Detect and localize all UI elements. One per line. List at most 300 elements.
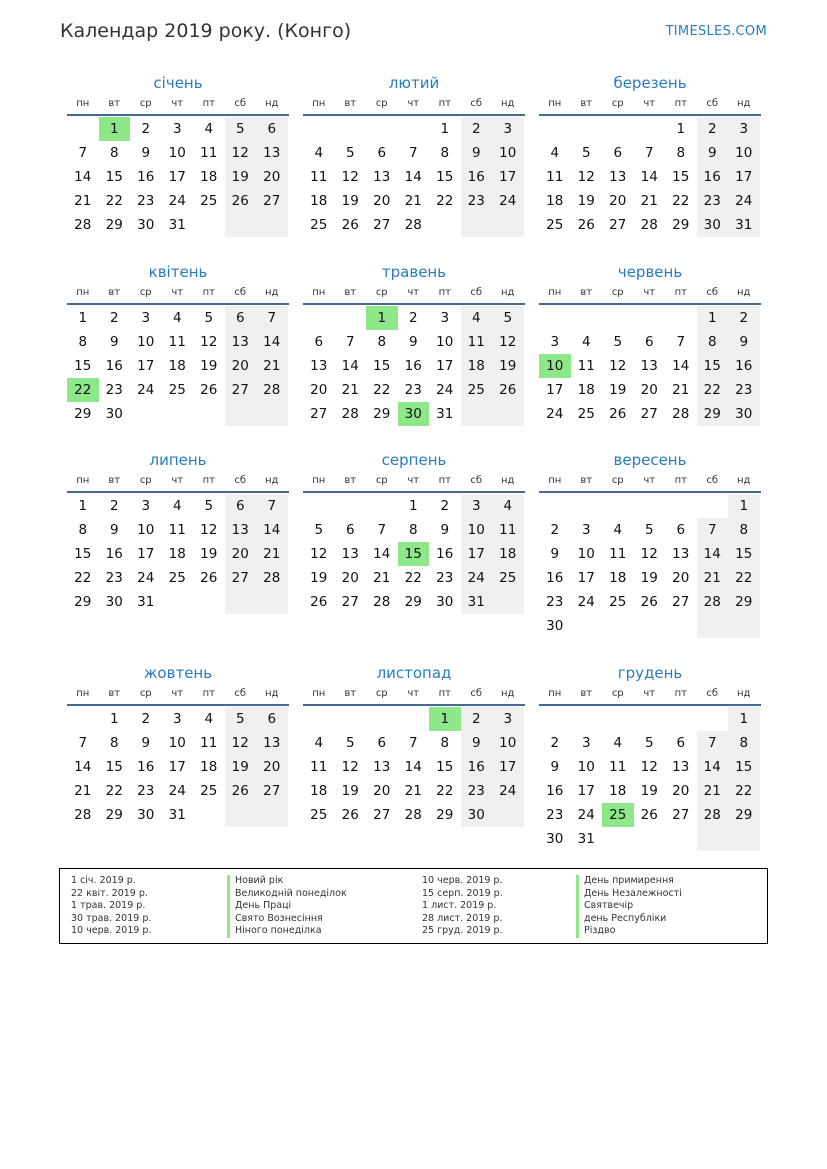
day-cell[interactable]: 2 — [440, 498, 450, 514]
day-cell[interactable]: 29 — [404, 594, 422, 610]
day-cell[interactable]: 18 — [461, 354, 493, 378]
day-cell[interactable]: 31 — [436, 406, 454, 422]
day-cell[interactable]: 13 — [373, 759, 391, 775]
day-cell[interactable]: 6 — [377, 145, 387, 161]
day-cell[interactable]: 23 — [546, 594, 564, 610]
day-cell[interactable]: 19 — [577, 193, 595, 209]
day-cell[interactable]: 16 — [137, 169, 155, 185]
day-cell[interactable]: 29 — [697, 402, 729, 426]
day-cell[interactable]: 25 — [602, 803, 634, 827]
day-cell[interactable]: 4 — [550, 145, 560, 161]
day-cell[interactable]: 9 — [141, 735, 151, 751]
day-cell[interactable]: 6 — [314, 334, 324, 350]
day-cell[interactable]: 28 — [697, 803, 729, 827]
day-cell[interactable]: 24 — [492, 779, 524, 803]
day-cell[interactable]: 21 — [697, 779, 729, 803]
day-cell[interactable]: 21 — [256, 354, 288, 378]
day-cell[interactable]: 16 — [436, 546, 454, 562]
day-cell[interactable]: 3 — [581, 735, 591, 751]
day-cell[interactable]: 5 — [314, 522, 324, 538]
day-cell[interactable]: 14 — [672, 358, 690, 374]
day-cell[interactable]: 10 — [492, 141, 524, 165]
day-cell[interactable]: 19 — [310, 570, 328, 586]
day-cell[interactable]: 12 — [341, 169, 359, 185]
day-cell[interactable]: 14 — [640, 169, 658, 185]
day-cell[interactable]: 28 — [74, 807, 92, 823]
day-cell[interactable]: 30 — [137, 807, 155, 823]
day-cell[interactable]: 4 — [461, 306, 493, 330]
day-cell[interactable]: 2 — [550, 522, 560, 538]
day-cell[interactable]: 31 — [168, 217, 186, 233]
day-cell[interactable]: 26 — [225, 189, 257, 213]
day-cell[interactable]: 30 — [546, 831, 564, 847]
day-cell[interactable]: 28 — [74, 217, 92, 233]
day-cell[interactable]: 24 — [492, 189, 524, 213]
day-cell[interactable]: 18 — [492, 542, 524, 566]
day-cell[interactable]: 25 — [577, 406, 595, 422]
day-cell[interactable]: 27 — [672, 807, 690, 823]
day-cell[interactable]: 8 — [78, 334, 88, 350]
day-cell[interactable]: 22 — [105, 783, 123, 799]
day-cell[interactable]: 24 — [577, 807, 595, 823]
day-cell[interactable]: 21 — [697, 566, 729, 590]
day-cell[interactable]: 17 — [168, 169, 186, 185]
day-cell[interactable]: 6 — [256, 117, 288, 141]
day-cell[interactable]: 26 — [640, 594, 658, 610]
day-cell[interactable]: 23 — [461, 189, 493, 213]
day-cell[interactable]: 12 — [200, 522, 218, 538]
day-cell[interactable]: 24 — [137, 570, 155, 586]
day-cell[interactable]: 28 — [404, 807, 422, 823]
day-cell[interactable]: 11 — [546, 169, 564, 185]
day-cell[interactable]: 28 — [640, 217, 658, 233]
day-cell[interactable]: 22 — [74, 570, 92, 586]
day-cell[interactable]: 7 — [256, 306, 288, 330]
day-cell[interactable]: 18 — [609, 783, 627, 799]
day-cell[interactable]: 3 — [172, 121, 182, 137]
day-cell[interactable]: 14 — [74, 759, 92, 775]
day-cell[interactable]: 11 — [310, 759, 328, 775]
day-cell[interactable]: 8 — [109, 145, 119, 161]
day-cell[interactable]: 10 — [436, 334, 454, 350]
day-cell[interactable]: 16 — [105, 546, 123, 562]
day-cell[interactable]: 26 — [341, 807, 359, 823]
day-cell[interactable]: 2 — [141, 121, 151, 137]
day-cell[interactable]: 22 — [404, 570, 422, 586]
day-cell[interactable]: 28 — [672, 406, 690, 422]
day-cell[interactable]: 17 — [168, 759, 186, 775]
day-cell[interactable]: 23 — [137, 193, 155, 209]
day-cell[interactable]: 2 — [141, 711, 151, 727]
day-cell[interactable]: 6 — [676, 735, 686, 751]
day-cell[interactable]: 14 — [373, 546, 391, 562]
day-cell[interactable]: 29 — [105, 217, 123, 233]
day-cell[interactable]: 9 — [728, 330, 760, 354]
day-cell[interactable]: 6 — [377, 735, 387, 751]
day-cell[interactable]: 23 — [105, 382, 123, 398]
day-cell[interactable]: 13 — [256, 141, 288, 165]
day-cell[interactable]: 1 — [78, 310, 88, 326]
day-cell[interactable]: 26 — [341, 217, 359, 233]
day-cell[interactable]: 22 — [672, 193, 690, 209]
day-cell[interactable]: 19 — [640, 570, 658, 586]
day-cell[interactable]: 14 — [404, 169, 422, 185]
day-cell[interactable]: 13 — [672, 759, 690, 775]
day-cell[interactable]: 1 — [109, 711, 119, 727]
day-cell[interactable]: 13 — [672, 546, 690, 562]
day-cell[interactable]: 29 — [728, 803, 760, 827]
day-cell[interactable]: 25 — [461, 378, 493, 402]
day-cell[interactable]: 29 — [728, 590, 760, 614]
day-cell[interactable]: 11 — [609, 546, 627, 562]
day-cell[interactable]: 28 — [256, 378, 288, 402]
day-cell[interactable]: 19 — [609, 382, 627, 398]
day-cell[interactable]: 24 — [168, 783, 186, 799]
day-cell[interactable]: 8 — [109, 735, 119, 751]
day-cell[interactable]: 6 — [225, 306, 257, 330]
day-cell[interactable]: 6 — [225, 494, 257, 518]
day-cell[interactable]: 30 — [728, 402, 760, 426]
day-cell[interactable]: 21 — [672, 382, 690, 398]
day-cell[interactable]: 27 — [225, 378, 257, 402]
day-cell[interactable]: 12 — [341, 759, 359, 775]
day-cell[interactable]: 16 — [546, 570, 564, 586]
day-cell[interactable]: 24 — [168, 193, 186, 209]
day-cell[interactable]: 27 — [640, 406, 658, 422]
day-cell[interactable]: 15 — [728, 755, 760, 779]
day-cell[interactable]: 15 — [74, 358, 92, 374]
day-cell[interactable]: 10 — [492, 731, 524, 755]
day-cell[interactable]: 3 — [728, 117, 760, 141]
day-cell[interactable]: 8 — [728, 518, 760, 542]
day-cell[interactable]: 7 — [697, 518, 729, 542]
day-cell[interactable]: 14 — [341, 358, 359, 374]
day-cell[interactable]: 17 — [577, 783, 595, 799]
day-cell[interactable]: 18 — [168, 358, 186, 374]
day-cell[interactable]: 27 — [341, 594, 359, 610]
day-cell[interactable]: 9 — [109, 334, 119, 350]
day-cell[interactable]: 16 — [461, 165, 493, 189]
day-cell[interactable]: 26 — [310, 594, 328, 610]
day-cell[interactable]: 22 — [373, 382, 391, 398]
day-cell[interactable]: 28 — [697, 590, 729, 614]
day-cell[interactable]: 9 — [141, 145, 151, 161]
day-cell[interactable]: 27 — [373, 217, 391, 233]
day-cell[interactable]: 28 — [256, 566, 288, 590]
day-cell[interactable]: 3 — [141, 310, 151, 326]
day-cell[interactable]: 15 — [697, 354, 729, 378]
day-cell[interactable]: 17 — [492, 755, 524, 779]
day-cell[interactable]: 15 — [436, 169, 454, 185]
day-cell[interactable]: 13 — [310, 358, 328, 374]
day-cell[interactable]: 27 — [256, 779, 288, 803]
day-cell[interactable]: 30 — [461, 803, 493, 827]
day-cell[interactable]: 30 — [398, 402, 430, 426]
day-cell[interactable]: 18 — [310, 193, 328, 209]
day-cell[interactable]: 4 — [492, 494, 524, 518]
day-cell[interactable]: 23 — [105, 570, 123, 586]
day-cell[interactable]: 7 — [697, 731, 729, 755]
day-cell[interactable]: 23 — [404, 382, 422, 398]
day-cell[interactable]: 20 — [310, 382, 328, 398]
day-cell[interactable]: 11 — [577, 358, 595, 374]
day-cell[interactable]: 7 — [408, 735, 418, 751]
day-cell[interactable]: 8 — [408, 522, 418, 538]
day-cell[interactable]: 5 — [581, 145, 591, 161]
day-cell[interactable]: 4 — [314, 735, 324, 751]
day-cell[interactable]: 1 — [728, 707, 760, 731]
day-cell[interactable]: 29 — [436, 807, 454, 823]
day-cell[interactable]: 19 — [492, 354, 524, 378]
day-cell[interactable]: 13 — [341, 546, 359, 562]
day-cell[interactable]: 16 — [728, 354, 760, 378]
day-cell[interactable]: 8 — [728, 731, 760, 755]
day-cell[interactable]: 25 — [609, 594, 627, 610]
day-cell[interactable]: 13 — [225, 330, 257, 354]
day-cell[interactable]: 14 — [697, 542, 729, 566]
day-cell[interactable]: 22 — [67, 378, 99, 402]
day-cell[interactable]: 16 — [546, 783, 564, 799]
day-cell[interactable]: 1 — [408, 498, 418, 514]
day-cell[interactable]: 29 — [74, 594, 92, 610]
day-cell[interactable]: 26 — [640, 807, 658, 823]
day-cell[interactable]: 27 — [672, 594, 690, 610]
day-cell[interactable]: 3 — [141, 498, 151, 514]
day-cell[interactable]: 7 — [644, 145, 654, 161]
day-cell[interactable]: 28 — [341, 406, 359, 422]
day-cell[interactable]: 19 — [640, 783, 658, 799]
day-cell[interactable]: 7 — [78, 735, 88, 751]
day-cell[interactable]: 2 — [697, 117, 729, 141]
site-logo[interactable]: TIMESLES.COM — [665, 24, 767, 39]
day-cell[interactable]: 7 — [256, 494, 288, 518]
day-cell[interactable]: 30 — [546, 618, 564, 634]
day-cell[interactable]: 18 — [609, 570, 627, 586]
day-cell[interactable]: 27 — [373, 807, 391, 823]
day-cell[interactable]: 7 — [377, 522, 387, 538]
day-cell[interactable]: 18 — [200, 759, 218, 775]
day-cell[interactable]: 3 — [172, 711, 182, 727]
day-cell[interactable]: 8 — [78, 522, 88, 538]
day-cell[interactable]: 5 — [345, 735, 355, 751]
day-cell[interactable]: 11 — [609, 759, 627, 775]
day-cell[interactable]: 1 — [676, 121, 686, 137]
day-cell[interactable]: 4 — [204, 121, 214, 137]
day-cell[interactable]: 18 — [168, 546, 186, 562]
day-cell[interactable]: 14 — [404, 759, 422, 775]
day-cell[interactable]: 26 — [225, 779, 257, 803]
day-cell[interactable]: 27 — [256, 189, 288, 213]
day-cell[interactable]: 12 — [225, 141, 257, 165]
day-cell[interactable]: 11 — [310, 169, 328, 185]
day-cell[interactable]: 5 — [644, 522, 654, 538]
day-cell[interactable]: 21 — [341, 382, 359, 398]
day-cell[interactable]: 24 — [577, 594, 595, 610]
day-cell[interactable]: 7 — [408, 145, 418, 161]
day-cell[interactable]: 24 — [436, 382, 454, 398]
day-cell[interactable]: 10 — [577, 759, 595, 775]
day-cell[interactable]: 22 — [436, 193, 454, 209]
day-cell[interactable]: 29 — [373, 406, 391, 422]
day-cell[interactable]: 24 — [461, 566, 493, 590]
day-cell[interactable]: 12 — [577, 169, 595, 185]
day-cell[interactable]: 24 — [546, 406, 564, 422]
day-cell[interactable]: 5 — [204, 310, 214, 326]
day-cell[interactable]: 22 — [436, 783, 454, 799]
day-cell[interactable]: 19 — [225, 165, 257, 189]
day-cell[interactable]: 24 — [728, 189, 760, 213]
day-cell[interactable]: 4 — [172, 310, 182, 326]
day-cell[interactable]: 22 — [105, 193, 123, 209]
day-cell[interactable]: 12 — [310, 546, 328, 562]
day-cell[interactable]: 17 — [546, 382, 564, 398]
day-cell[interactable]: 25 — [200, 193, 218, 209]
day-cell[interactable]: 10 — [168, 735, 186, 751]
day-cell[interactable]: 13 — [640, 358, 658, 374]
day-cell[interactable]: 20 — [225, 354, 257, 378]
day-cell[interactable]: 19 — [200, 546, 218, 562]
day-cell[interactable]: 23 — [697, 189, 729, 213]
day-cell[interactable]: 21 — [74, 193, 92, 209]
day-cell[interactable]: 5 — [345, 145, 355, 161]
day-cell[interactable]: 6 — [676, 522, 686, 538]
day-cell[interactable]: 2 — [109, 310, 119, 326]
day-cell[interactable]: 21 — [404, 193, 422, 209]
day-cell[interactable]: 9 — [461, 141, 493, 165]
day-cell[interactable]: 12 — [492, 330, 524, 354]
day-cell[interactable]: 30 — [105, 594, 123, 610]
day-cell[interactable]: 23 — [546, 807, 564, 823]
day-cell[interactable]: 30 — [436, 594, 454, 610]
day-cell[interactable]: 13 — [609, 169, 627, 185]
day-cell[interactable]: 10 — [577, 546, 595, 562]
day-cell[interactable]: 30 — [137, 217, 155, 233]
day-cell[interactable]: 17 — [137, 546, 155, 562]
day-cell[interactable]: 21 — [404, 783, 422, 799]
day-cell[interactable]: 14 — [74, 169, 92, 185]
day-cell[interactable]: 9 — [109, 522, 119, 538]
day-cell[interactable]: 15 — [728, 542, 760, 566]
day-cell[interactable]: 13 — [373, 169, 391, 185]
day-cell[interactable]: 22 — [728, 566, 760, 590]
day-cell[interactable]: 2 — [728, 306, 760, 330]
day-cell[interactable]: 17 — [137, 358, 155, 374]
day-cell[interactable]: 21 — [256, 542, 288, 566]
day-cell[interactable]: 29 — [672, 217, 690, 233]
day-cell[interactable]: 2 — [408, 310, 418, 326]
day-cell[interactable]: 16 — [137, 759, 155, 775]
day-cell[interactable]: 9 — [550, 759, 560, 775]
day-cell[interactable]: 6 — [613, 145, 623, 161]
day-cell[interactable]: 15 — [105, 169, 123, 185]
day-cell[interactable]: 11 — [168, 522, 186, 538]
day-cell[interactable]: 26 — [200, 570, 218, 586]
day-cell[interactable]: 2 — [461, 707, 493, 731]
day-cell[interactable]: 2 — [461, 117, 493, 141]
day-cell[interactable]: 14 — [697, 755, 729, 779]
day-cell[interactable]: 1 — [728, 494, 760, 518]
day-cell[interactable]: 25 — [492, 566, 524, 590]
day-cell[interactable]: 25 — [168, 382, 186, 398]
day-cell[interactable]: 4 — [613, 735, 623, 751]
day-cell[interactable]: 21 — [640, 193, 658, 209]
day-cell[interactable]: 6 — [345, 522, 355, 538]
day-cell[interactable]: 12 — [200, 334, 218, 350]
day-cell[interactable]: 25 — [200, 783, 218, 799]
day-cell[interactable]: 5 — [225, 707, 257, 731]
day-cell[interactable]: 13 — [256, 731, 288, 755]
day-cell[interactable]: 26 — [577, 217, 595, 233]
day-cell[interactable]: 23 — [436, 570, 454, 586]
day-cell[interactable]: 25 — [168, 570, 186, 586]
day-cell[interactable]: 18 — [577, 382, 595, 398]
day-cell[interactable]: 16 — [105, 358, 123, 374]
day-cell[interactable]: 4 — [204, 711, 214, 727]
day-cell[interactable]: 17 — [577, 570, 595, 586]
day-cell[interactable]: 27 — [225, 566, 257, 590]
day-cell[interactable]: 3 — [581, 522, 591, 538]
day-cell[interactable]: 27 — [310, 406, 328, 422]
day-cell[interactable]: 20 — [256, 755, 288, 779]
day-cell[interactable]: 22 — [697, 378, 729, 402]
day-cell[interactable]: 15 — [105, 759, 123, 775]
day-cell[interactable]: 10 — [461, 518, 493, 542]
day-cell[interactable]: 1 — [99, 117, 131, 141]
day-cell[interactable]: 15 — [74, 546, 92, 562]
day-cell[interactable]: 16 — [461, 755, 493, 779]
day-cell[interactable]: 10 — [137, 334, 155, 350]
day-cell[interactable]: 11 — [492, 518, 524, 542]
day-cell[interactable]: 17 — [492, 165, 524, 189]
day-cell[interactable]: 8 — [377, 334, 387, 350]
day-cell[interactable]: 2 — [550, 735, 560, 751]
day-cell[interactable]: 1 — [366, 306, 398, 330]
day-cell[interactable]: 20 — [256, 165, 288, 189]
day-cell[interactable]: 20 — [373, 193, 391, 209]
day-cell[interactable]: 22 — [728, 779, 760, 803]
day-cell[interactable]: 3 — [492, 707, 524, 731]
day-cell[interactable]: 6 — [256, 707, 288, 731]
day-cell[interactable]: 15 — [373, 358, 391, 374]
day-cell[interactable]: 11 — [461, 330, 493, 354]
day-cell[interactable]: 26 — [609, 406, 627, 422]
day-cell[interactable]: 15 — [672, 169, 690, 185]
day-cell[interactable]: 1 — [78, 498, 88, 514]
day-cell[interactable]: 20 — [341, 570, 359, 586]
day-cell[interactable]: 26 — [492, 378, 524, 402]
day-cell[interactable]: 31 — [137, 594, 155, 610]
day-cell[interactable]: 10 — [168, 145, 186, 161]
day-cell[interactable]: 23 — [728, 378, 760, 402]
day-cell[interactable]: 1 — [429, 707, 461, 731]
day-cell[interactable]: 3 — [492, 117, 524, 141]
day-cell[interactable]: 9 — [697, 141, 729, 165]
day-cell[interactable]: 17 — [461, 542, 493, 566]
day-cell[interactable]: 12 — [640, 759, 658, 775]
day-cell[interactable]: 9 — [461, 731, 493, 755]
day-cell[interactable]: 21 — [74, 783, 92, 799]
day-cell[interactable]: 18 — [310, 783, 328, 799]
day-cell[interactable]: 10 — [728, 141, 760, 165]
day-cell[interactable]: 19 — [341, 193, 359, 209]
day-cell[interactable]: 7 — [345, 334, 355, 350]
day-cell[interactable]: 16 — [697, 165, 729, 189]
day-cell[interactable]: 25 — [310, 807, 328, 823]
day-cell[interactable]: 28 — [404, 217, 422, 233]
day-cell[interactable]: 14 — [256, 330, 288, 354]
day-cell[interactable]: 8 — [440, 735, 450, 751]
day-cell[interactable]: 31 — [577, 831, 595, 847]
